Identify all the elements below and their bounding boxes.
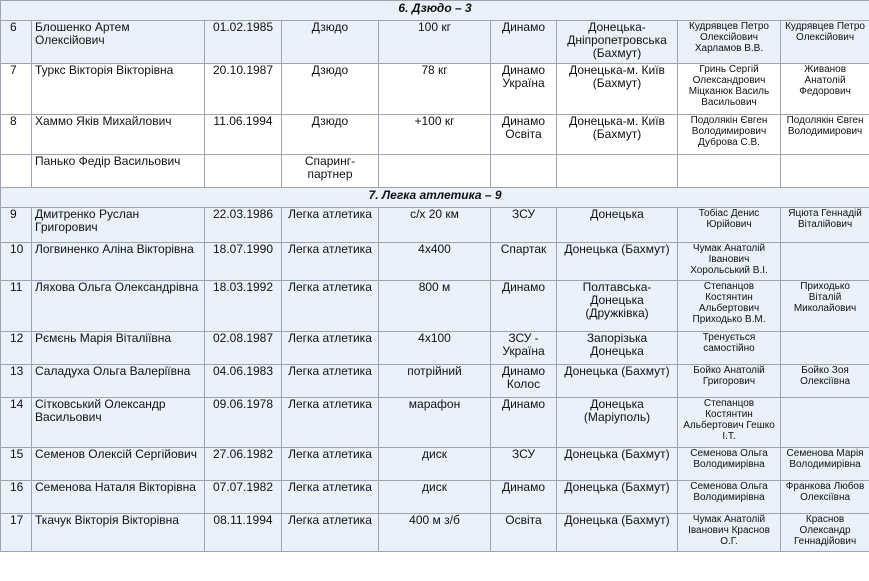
personal-coach: Тобіас Денис Юрійович <box>678 208 781 243</box>
row-number <box>1 155 32 188</box>
region: Донецька-м. Київ (Бахмут) <box>557 64 678 115</box>
athlete-name: Ляхова Ольга Олександрівна <box>32 281 205 332</box>
club: Динамо Освіта <box>491 115 557 155</box>
table-row <box>1 281 869 332</box>
region: Полтавська-Донецька (Дружківка) <box>557 281 678 332</box>
sport: Дзюдо <box>282 64 379 115</box>
sport: Легка атлетика <box>282 208 379 243</box>
birth-date: 01.02.1985 <box>205 21 282 64</box>
discipline: диск <box>379 481 491 514</box>
birth-date: 08.11.1994 <box>205 514 282 552</box>
first-coach: Яцюта Геннадій Віталійович <box>781 208 869 243</box>
table-row <box>1 115 869 155</box>
table-row <box>1 398 869 448</box>
club <box>491 155 557 188</box>
personal-coach: Тренується самостійно <box>678 332 781 365</box>
section-header-judo <box>1 1 869 21</box>
row-number: 8 <box>1 115 32 155</box>
birth-date: 07.07.1982 <box>205 481 282 514</box>
region: Донецька (Бахмут) <box>557 243 678 281</box>
discipline: +100 кг <box>379 115 491 155</box>
row-number: 9 <box>1 208 32 243</box>
first-coach <box>781 398 869 448</box>
first-coach <box>781 243 869 281</box>
club: ЗСУ <box>491 448 557 481</box>
discipline: 800 м <box>379 281 491 332</box>
region: Донецька-Дніпропетровська (Бахмут) <box>557 21 678 64</box>
athlete-name: Логвиненко Аліна Вікторівна <box>32 243 205 281</box>
table-row <box>1 365 869 398</box>
row-number: 14 <box>1 398 32 448</box>
section-title: 7. Легка атлетика – 9 <box>1 188 869 208</box>
row-number: 6 <box>1 21 32 64</box>
sport: Дзюдо <box>282 21 379 64</box>
region: Донецька (Маріуполь) <box>557 398 678 448</box>
sport: Дзюдо <box>282 115 379 155</box>
row-number: 15 <box>1 448 32 481</box>
table-row <box>1 243 869 281</box>
region: Запорізька Донецька <box>557 332 678 365</box>
club: Динамо <box>491 481 557 514</box>
discipline: с/х 20 км <box>379 208 491 243</box>
region: Донецька <box>557 208 678 243</box>
personal-coach: Семенова Ольга Володимирівна <box>678 481 781 514</box>
table-row <box>1 448 869 481</box>
discipline: 4х400 <box>379 243 491 281</box>
table-row <box>1 208 869 243</box>
row-number: 17 <box>1 514 32 552</box>
athlete-name: Рємєнь Марія Віталіївна <box>32 332 205 365</box>
discipline: марафон <box>379 398 491 448</box>
birth-date <box>205 155 282 188</box>
sport: Легка атлетика <box>282 281 379 332</box>
row-number: 12 <box>1 332 32 365</box>
club: Динамо <box>491 398 557 448</box>
first-coach: Семенова Марія Володимирівна <box>781 448 869 481</box>
birth-date: 11.06.1994 <box>205 115 282 155</box>
table-row <box>1 514 869 552</box>
athlete-name: Туркс Вікторія Вікторівна <box>32 64 205 115</box>
discipline: потрійний <box>379 365 491 398</box>
sport: Легка атлетика <box>282 365 379 398</box>
personal-coach: Чумак Анатолій Іванович Хорольський В.І. <box>678 243 781 281</box>
birth-date: 18.03.1992 <box>205 281 282 332</box>
athlete-name: Семенова Наталя Вікторівна <box>32 481 205 514</box>
sport: Легка атлетика <box>282 332 379 365</box>
sport: Легка атлетика <box>282 448 379 481</box>
row-number: 16 <box>1 481 32 514</box>
first-coach: Франкова Любов Олексіївна <box>781 481 869 514</box>
region: Донецька (Бахмут) <box>557 481 678 514</box>
region: Донецька (Бахмут) <box>557 514 678 552</box>
club: ЗСУ - Україна <box>491 332 557 365</box>
personal-coach: Чумак Анатолій Іванович Краснов О.Г. <box>678 514 781 552</box>
personal-coach: Степанцов Костянтин Альбертович Гешко І.Т. <box>678 398 781 448</box>
personal-coach: Семенова Ольга Володимирівна <box>678 448 781 481</box>
region: Донецька (Бахмут) <box>557 365 678 398</box>
first-coach <box>781 332 869 365</box>
section-title: 6. Дзюдо – 3 <box>1 1 869 21</box>
table-row <box>1 481 869 514</box>
first-coach: Краснов Олександр Геннадійович <box>781 514 869 552</box>
table-row <box>1 155 869 188</box>
discipline: 78 кг <box>379 64 491 115</box>
first-coach: Подолякін Євген Володимирович <box>781 115 869 155</box>
personal-coach <box>678 155 781 188</box>
discipline: 4х100 <box>379 332 491 365</box>
first-coach <box>781 155 869 188</box>
birth-date: 20.10.1987 <box>205 64 282 115</box>
first-coach: Живанов Анатолій Федорович <box>781 64 869 115</box>
birth-date: 04.06.1983 <box>205 365 282 398</box>
birth-date: 02.08.1987 <box>205 332 282 365</box>
club: Спартак <box>491 243 557 281</box>
table-row <box>1 21 869 64</box>
athlete-name: Хаммо Яків Михайлович <box>32 115 205 155</box>
club: Освіта <box>491 514 557 552</box>
club: Динамо <box>491 21 557 64</box>
first-coach: Приходько Віталій Миколайович <box>781 281 869 332</box>
personal-coach: Гринь Сергій Олександрович Міцканюк Василь Васильович <box>678 64 781 115</box>
athlete-name: Блошенко Артем Олексійович <box>32 21 205 64</box>
section-header-athletics <box>1 188 869 208</box>
athlete-name: Панько Федір Васильович <box>32 155 205 188</box>
athlete-name: Саладуха Ольга Валеріївна <box>32 365 205 398</box>
athlete-name: Сітковський Олександр Васильович <box>32 398 205 448</box>
personal-coach: Бойко Анатолій Григорович <box>678 365 781 398</box>
birth-date: 18.07.1990 <box>205 243 282 281</box>
region <box>557 155 678 188</box>
club: Динамо Україна <box>491 64 557 115</box>
discipline: диск <box>379 448 491 481</box>
discipline: 400 м з/б <box>379 514 491 552</box>
athlete-name: Дмитренко Руслан Григорович <box>32 208 205 243</box>
row-number: 7 <box>1 64 32 115</box>
birth-date: 27.06.1982 <box>205 448 282 481</box>
table-row <box>1 64 869 115</box>
birth-date: 09.06.1978 <box>205 398 282 448</box>
birth-date: 22.03.1986 <box>205 208 282 243</box>
sport: Легка атлетика <box>282 243 379 281</box>
athlete-name: Ткачук Вікторія Вікторівна <box>32 514 205 552</box>
table-row <box>1 332 869 365</box>
row-number: 11 <box>1 281 32 332</box>
first-coach: Бойко Зоя Олексіївна <box>781 365 869 398</box>
region: Донецька (Бахмут) <box>557 448 678 481</box>
club: ЗСУ <box>491 208 557 243</box>
sport: Легка атлетика <box>282 514 379 552</box>
sport: Легка атлетика <box>282 398 379 448</box>
row-number: 13 <box>1 365 32 398</box>
row-number: 10 <box>1 243 32 281</box>
sport: Спаринг-партнер <box>282 155 379 188</box>
personal-coach: Подолякін Євген Володимирович Дуброва С.В. <box>678 115 781 155</box>
sport: Легка атлетика <box>282 481 379 514</box>
personal-coach: Кудрявцев Петро Олексійович Харламов В.В. <box>678 21 781 64</box>
first-coach: Кудрявцев Петро Олексійович <box>781 21 869 64</box>
region: Донецька-м. Київ (Бахмут) <box>557 115 678 155</box>
club: Динамо <box>491 281 557 332</box>
discipline <box>379 155 491 188</box>
club: Динамо Колос <box>491 365 557 398</box>
personal-coach: Степанцов Костянтин Альбертович Приходько В.М. <box>678 281 781 332</box>
discipline: 100 кг <box>379 21 491 64</box>
athlete-name: Семенов Олексій Сергійович <box>32 448 205 481</box>
